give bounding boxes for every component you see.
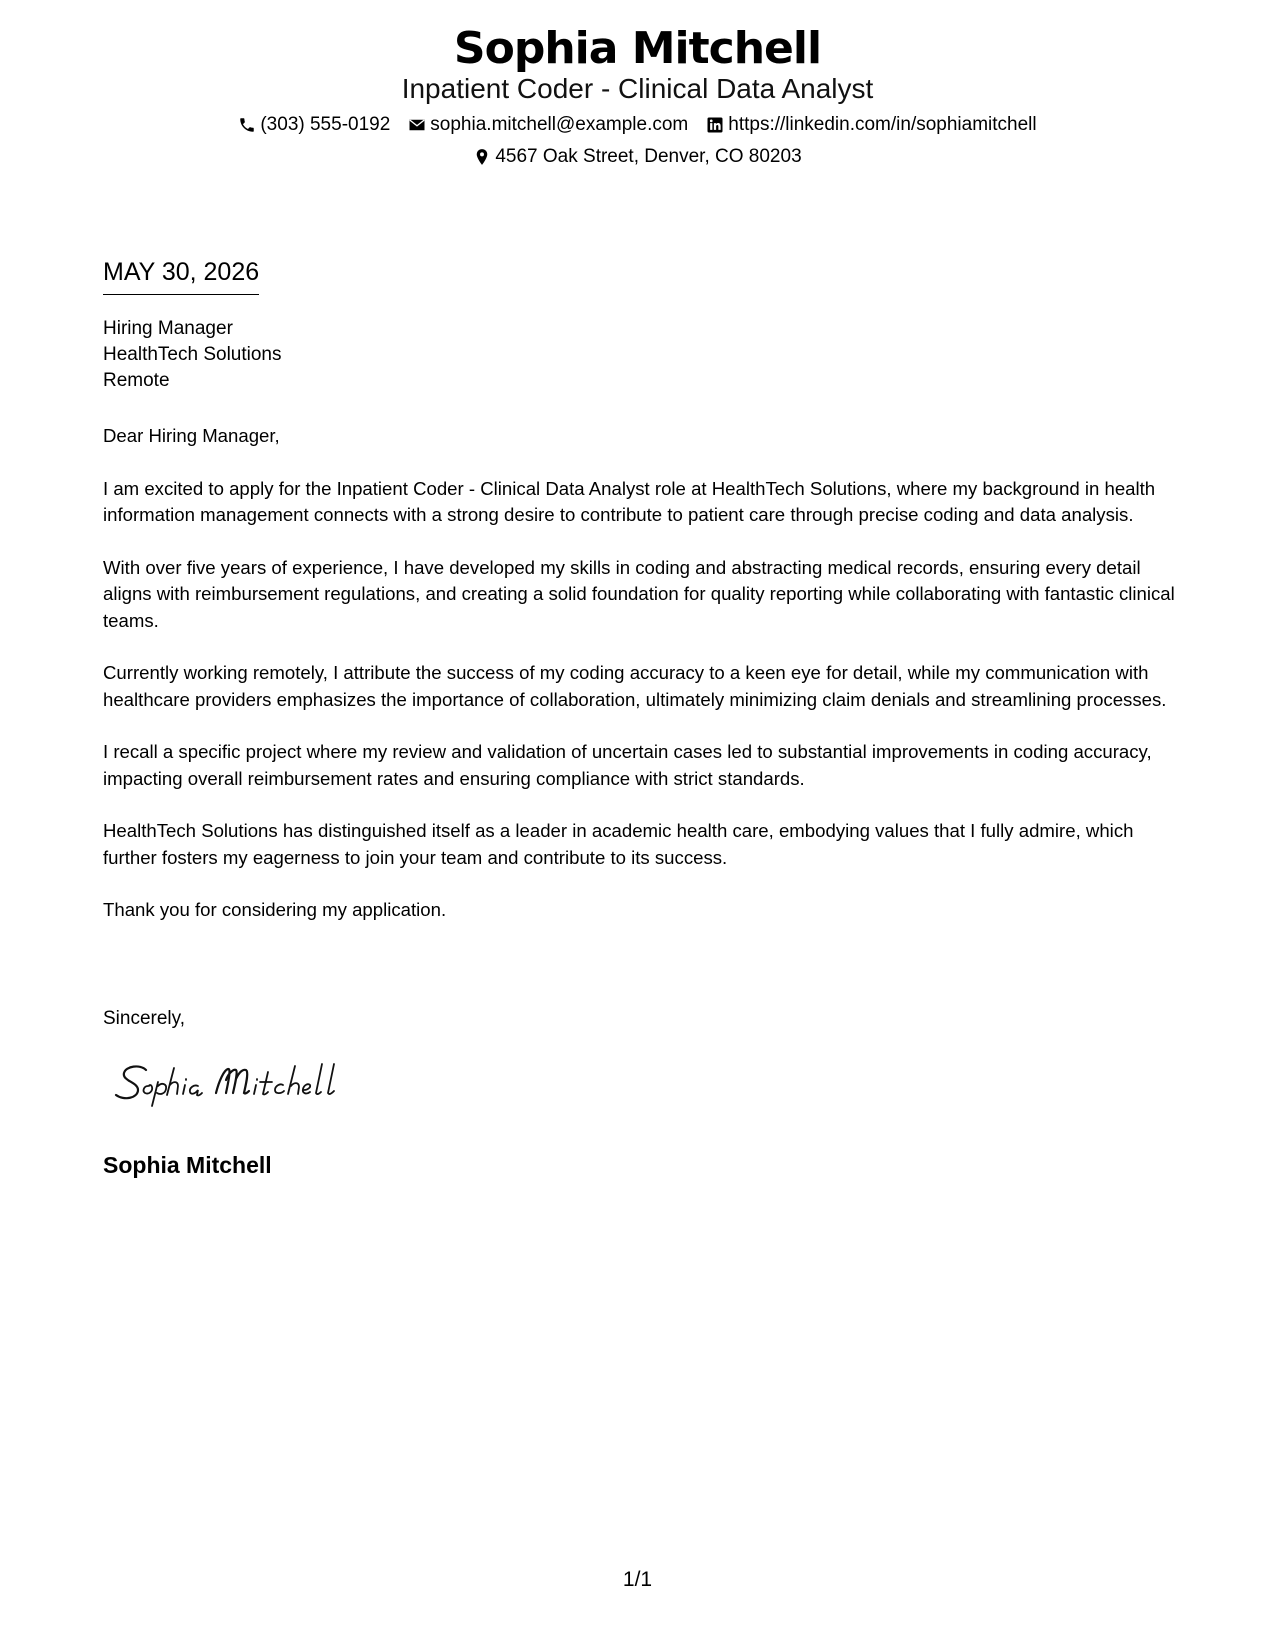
- contact-row-address: [0, 145, 1275, 169]
- email-address[interactable]: sophia.mitchell@example.com: [430, 114, 689, 135]
- recipient-block: [103, 316, 282, 394]
- envelope-icon: [408, 116, 426, 134]
- contact-row-primary: [0, 113, 1275, 137]
- body-paragraph: I am excited to apply for the Inpatient Coder - Clinical Data Analyst role at HealthTech Solutions, where my background in health information management connects with a strong desire to contribute to patient care through precise coding and data analysis.: [103, 477, 1156, 525]
- recipient-line: Hiring Manager: [103, 318, 233, 339]
- recipient-location: Remote: [103, 370, 170, 391]
- closing: Sincerely,: [103, 1008, 186, 1029]
- linkedin-url[interactable]: https://linkedin.com/in/sophiamitchell: [728, 114, 1037, 135]
- body-paragraph: Currently working remotely, I attribute the success of my coding accuracy to a keen eye for detail, while my communication with healthcare providers emphasizes the importance of collaboration, ultimately minimizing claim denials and streamlining processes.: [103, 662, 1167, 710]
- handwritten-signature: [108, 1052, 368, 1112]
- body-paragraph: With over five years of experience, I have developed my skills in coding and abstracting medical records, ensuring every detail aligns with reimbursement regulations, and creating a solid foundation for quality reporting while collaborating with fantastic clinical teams.: [103, 556, 1175, 631]
- contact-address: [473, 145, 801, 169]
- job-title: Inpatient Coder - Clinical Data Analyst: [401, 73, 874, 104]
- contact-linkedin[interactable]: [706, 113, 1036, 137]
- letter-body: [103, 423, 1178, 950]
- contact-email[interactable]: [408, 113, 688, 137]
- contact-phone: [238, 113, 390, 137]
- recipient-company: HealthTech Solutions: [103, 344, 282, 365]
- body-paragraph: I recall a specific project where my review and validation of uncertain cases led to substantial improvements in coding accuracy, impacting overall reimbursement rates and ensuring compliance with strict standards.: [103, 741, 1152, 789]
- phone-icon: [238, 116, 256, 134]
- map-marker-icon: [473, 148, 491, 166]
- thank-you-paragraph: Thank you for considering my application.: [103, 899, 447, 920]
- body-paragraph: HealthTech Solutions has distinguished itself as a leader in academic health care, embodying values that I fully admire, which further fosters my eagerness to join your team and contribute to its success.: [103, 820, 1134, 868]
- signer-name: Sophia Mitchell: [103, 1152, 272, 1178]
- linkedin-icon: [706, 116, 724, 134]
- letter-date: MAY 30, 2026: [103, 256, 259, 295]
- salutation: Dear Hiring Manager,: [103, 425, 280, 446]
- phone-number: (303) 555-0192: [260, 114, 391, 135]
- street-address: 4567 Oak Street, Denver, CO 80203: [495, 146, 802, 167]
- applicant-name: Sophia Mitchell: [453, 23, 822, 74]
- page-number: 1/1: [622, 1568, 653, 1591]
